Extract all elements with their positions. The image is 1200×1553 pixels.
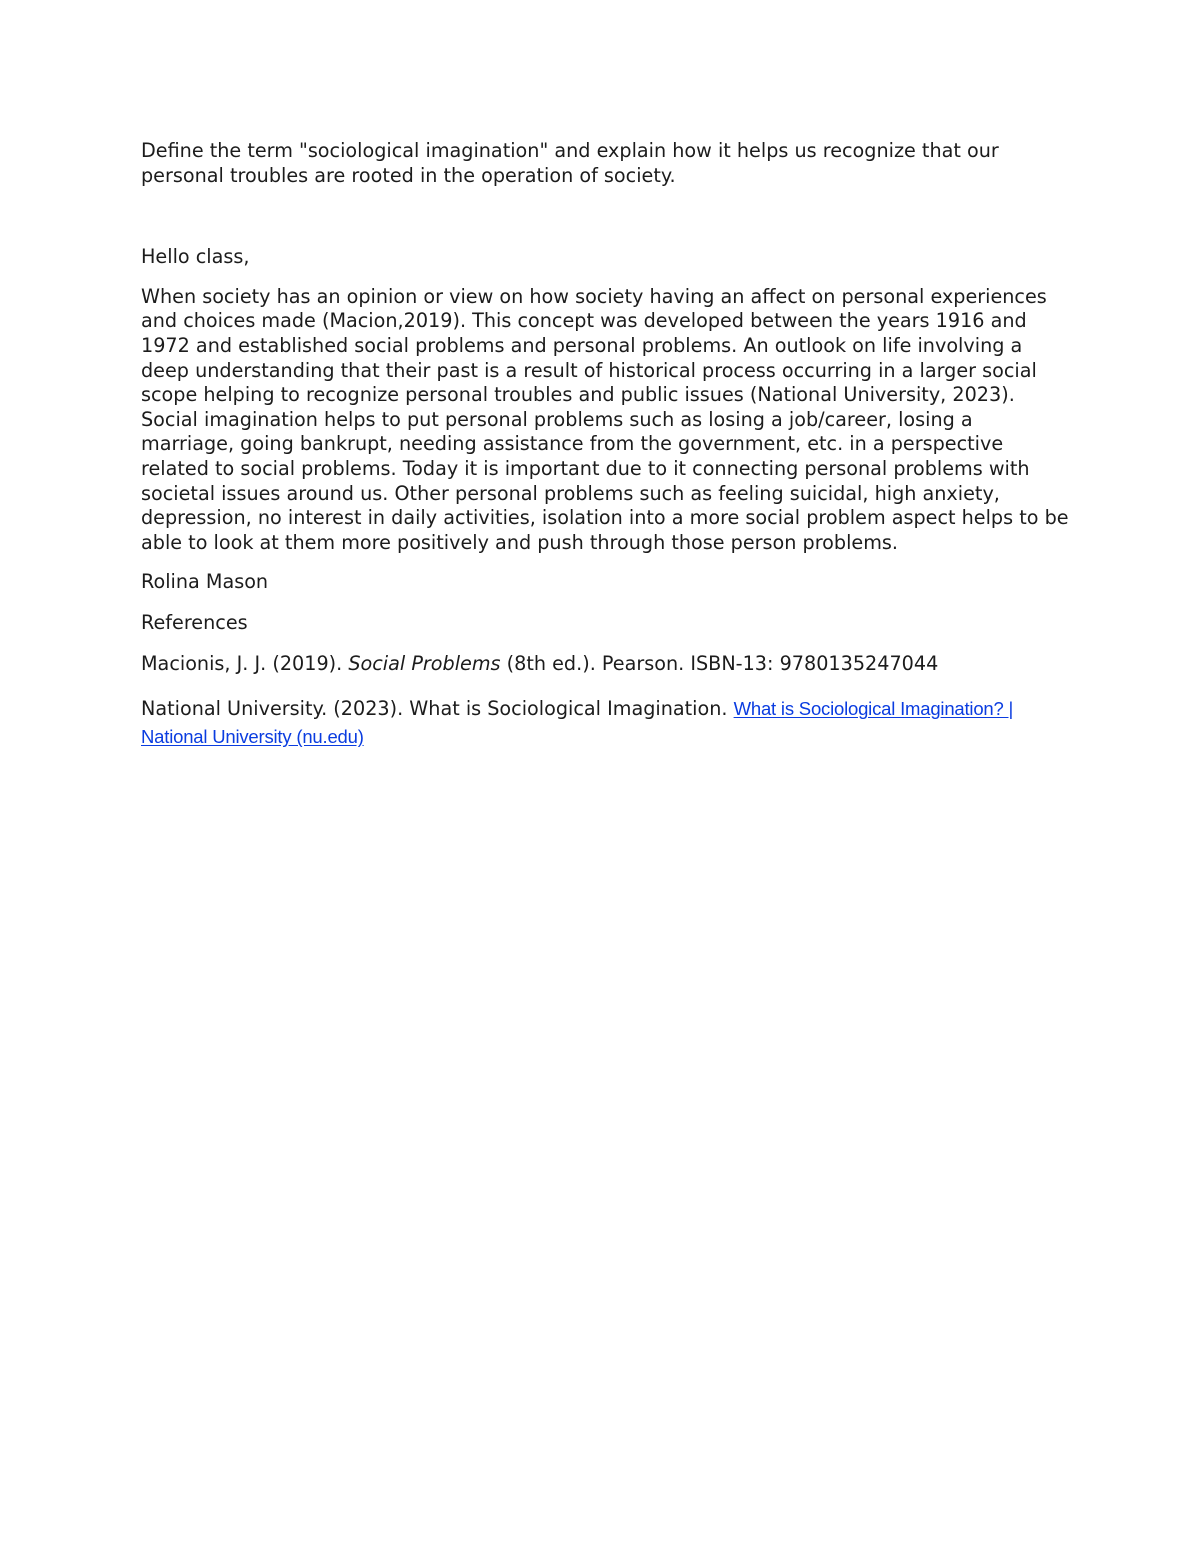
reference-text: Macionis, J. J. (2019). — [141, 651, 349, 675]
signature: Rolina Mason — [141, 570, 269, 594]
assignment-prompt: Define the term "sociological imagination" and explain how it helps us recognize that our personal troubles are rooted in the operation of society. — [141, 139, 999, 187]
reference-text: National University. (2023). What is Sociological Imagination. — [141, 697, 734, 721]
reference-link[interactable]: What is Sociological Imagination? | National University (nu.edu) — [141, 698, 1014, 748]
references-heading: References — [141, 610, 248, 634]
reference-book-title: Social Problems — [348, 651, 501, 675]
document-content — [141, 139, 1071, 751]
reference-text: (8th ed.). Pearson. ISBN-13: 9780135247044 — [500, 651, 939, 675]
greeting: Hello class, — [141, 245, 250, 269]
reference-item-national-university — [141, 695, 1071, 751]
body-paragraph: When society has an opinion or view on how society having an affect on personal experiences and choices made (Macion,2019). This concept was developed between the years 1916 and 1972 and established social problems and personal problems. An outlook on life involving a deep understanding that their past is a result of historical process occurring in a larger social scope helping to recognize personal troubles and public issues (National University, 2023). Social imagination helps to put personal problems such as losing a job/career, losing a marriage, going bankrupt, needing assistance from the government, etc. in a perspective related to social problems. Today it is important due to it connecting personal problems with societal issues around us. Other personal problems such as feeling suicidal, high anxiety, depression, no interest in daily activities, isolation into a more social problem aspect helps to be able to look at them more positively and push through those person problems. — [141, 284, 1069, 554]
reference-item-macionis — [141, 652, 1071, 677]
